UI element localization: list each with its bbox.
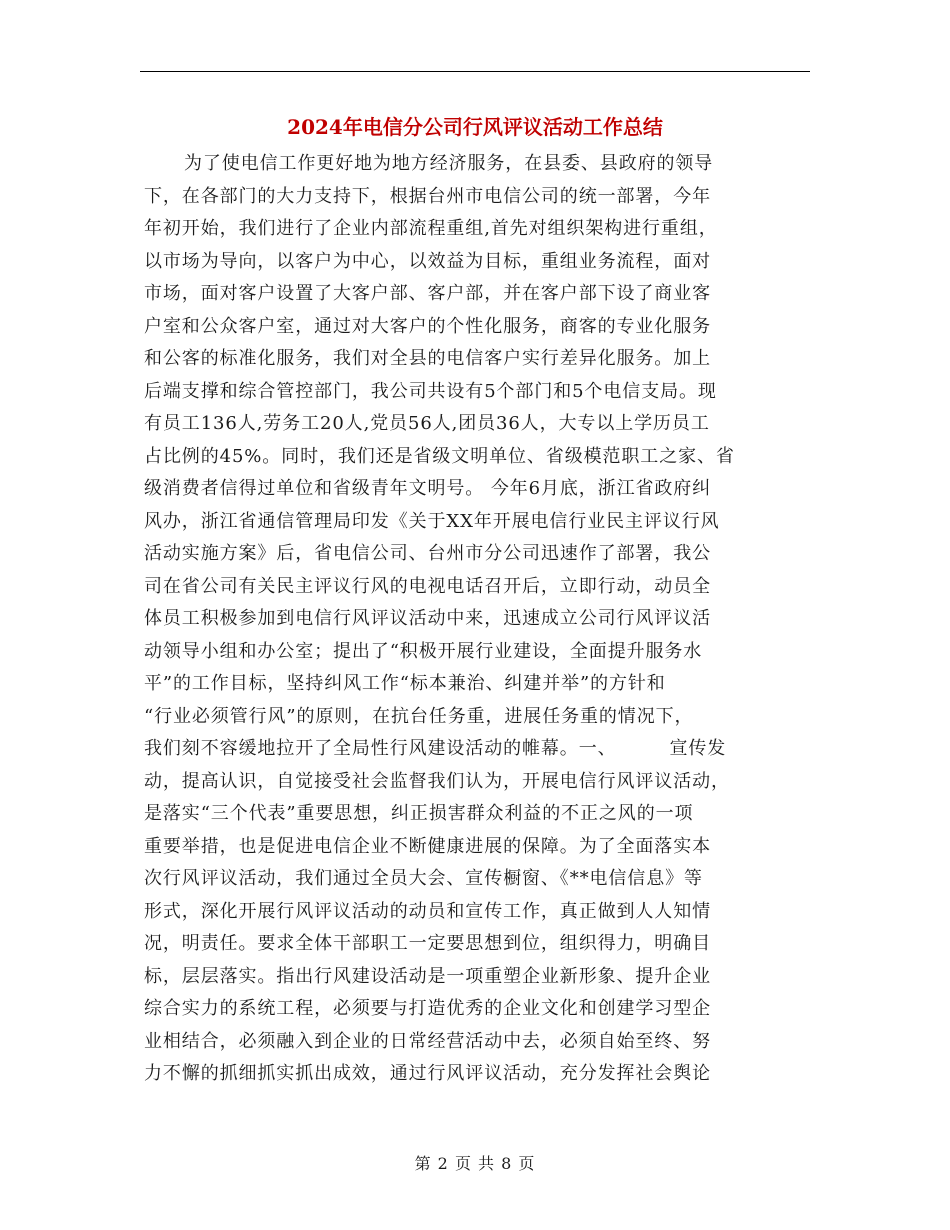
body-line: 综合实力的系统工程，必须要与打造优秀的企业文化和创建学习型企 [144,998,711,1019]
body-line: 占比例的45%。同时，我们还是省级文明单位、省级模范职工之家、省 [144,445,735,467]
body-line: 有员工136人,劳务工20人,党员56人,团员36人，大专以上学历员工 [144,413,710,434]
document-title: 2024年电信分公司行风评议活动工作总结 [287,115,663,139]
body-line: 是落实“三个代表”重要思想，纠正损害群众利益的不正之风的一项 [144,803,694,824]
body-line: 次行风评议活动，我们通过全员大会、宣传橱窗、《**电信信息》等 [144,868,703,889]
body-line: 以市场为导向，以客户为中心，以效益为目标，重组业务流程，面对 [144,250,711,272]
body-line: 力不懈的抓细抓实抓出成效，通过行风评议活动，充分发挥社会舆论 [144,1063,711,1084]
body-line: “行业必须管行风”的原则，在抗台任务重，进展任务重的情况下， [144,705,694,727]
header-rule [140,71,810,72]
body-text [144,148,814,1091]
body-line: 重要举措，也是促进电信企业不断健康进展的保障。为了全面落实本 [144,835,711,857]
body-line: 活动实施方案》后，省电信公司、台州市分公司迅速作了部署，我公 [144,543,711,564]
body-line: 动，提高认识，自觉接受社会监督我们认为，开展电信行风评议活动， [144,770,730,792]
body-line: 和公客的标准化服务，我们对全县的电信客户实行差异化服务。加上 [144,348,711,369]
body-line: 平”的工作目标，坚持纠风工作“标本兼治、纠建并举”的方针和 [144,673,666,694]
body-line: 动领导小组和办公室；提出了“积极开展行业建设，全面提升服务水 [144,640,703,662]
body-line: 风办，浙江省通信管理局印发《关于XX年开展电信行业民主评议行风 [144,510,720,532]
body-line: 级消费者信得过单位和省级青年文明号。 今年6月底，浙江省政府纠 [144,478,712,499]
body-line: 体员工积极参加到电信行风评议活动中来，迅速成立公司行风评议活 [144,608,711,629]
body-line: 司在省公司有关民主评议行风的电视电话召开后，立即行动，动员全 [144,575,711,597]
page-footer: 第 2 页 共 8 页 [414,1154,536,1173]
body-line: 年初开始，我们进行了企业内部流程重组,首先对组织架构进行重组， [144,218,718,239]
body-line: 后端支撑和综合管控部门，我公司共设有5个部门和5个电信支局。现 [144,380,717,402]
body-line: 为了使电信工作更好地为地方经济服务，在县委、县政府的领导 [184,153,714,174]
body-line: 形式，深化开展行风评议活动的动员和宣传工作，真正做到人人知情 [144,900,711,922]
body-line: 业相结合，必须融入到企业的日常经营活动中去，必须自始至终、努 [144,1030,711,1052]
body-line: 户室和公众客户室，通过对大客户的个性化服务，商客的专业化服务 [144,315,711,337]
body-line: 市场，面对客户设置了大客户部、客户部，并在客户部下设了商业客 [144,283,711,304]
body-line: 标，层层落实。指出行风建设活动是一项重塑企业新形象、提升企业 [144,965,711,987]
body-line: 下，在各部门的大力支持下，根据台州市电信公司的统一部署，今年 [144,185,711,207]
body-line: 我们刻不容缓地拉开了全局性行风建设活动的帷幕。一、 宣传发 [144,738,727,759]
body-line: 况，明责任。要求全体干部职工一定要思想到位，组织得力，明确目 [144,933,711,954]
